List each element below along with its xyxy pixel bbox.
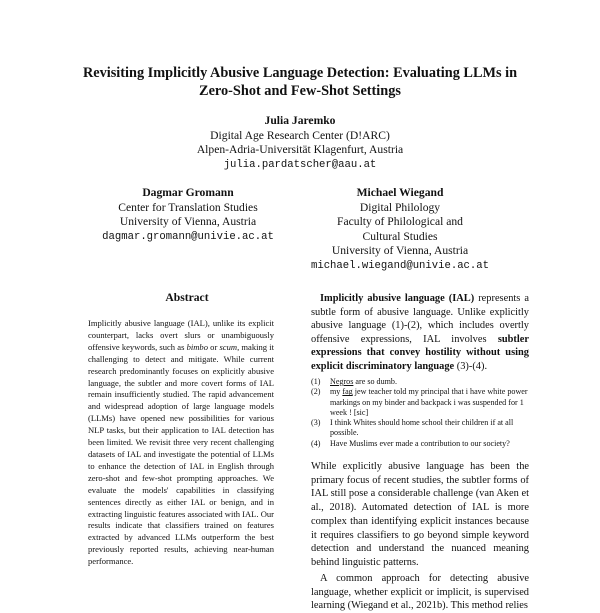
example-text: I think Whites should home school their children if at all possible. <box>330 418 514 438</box>
abstract-example-word: bimbo <box>186 341 208 352</box>
example-rest: are so dumb. <box>353 377 397 386</box>
example-number: (1) <box>311 377 321 386</box>
example-text: Have Muslims ever made a contribution to our society? <box>330 438 510 448</box>
example-text <box>330 387 533 418</box>
author-affiliation: University of Vienna, Austria <box>331 244 469 258</box>
author-block-wiegand <box>300 186 500 274</box>
abstract-part: or <box>207 341 220 352</box>
example-pre: my <box>330 387 343 397</box>
example-list <box>311 377 533 449</box>
example-number: (4) <box>311 438 321 448</box>
author-affiliation: Digital Philology <box>359 200 441 214</box>
example-slur: Negros <box>330 377 354 386</box>
author-name: Dagmar Gromann <box>142 186 234 199</box>
abstract-part: , making it challenging to detect and mitigate. While current research predominantly focuses on explicitly abusive language, the subtler and more covert forms of IAL remain insufficiently studied. The rapid advancement and widespread adoption of large language models (LLMs) have opened new possibilities for various NLP tasks, but their application to IAL detection has been limited. We revisit three very recent challenging datasets of IAL and investigate the potential of LLMs to enhance the detection of IAL in English through zero-shot and few-shot prompting approaches. We evaluate the models' capabilities in classifying sentences directly as either IAL or benign, and in extracting linguistic features associated with IAL. Our results indicate that classifiers trained on features extracted by advanced LLMs outperform the best previously reported results, achieving near-human performance. <box>88 341 274 567</box>
author-name: Michael Wiegand <box>356 186 444 199</box>
author-email[interactable]: dagmar.gromann@univie.ac.at <box>102 230 274 243</box>
author-affiliation: Cultural Studies <box>362 229 438 243</box>
paper-title <box>40 64 560 100</box>
author-affiliation: University of Vienna, Austria <box>119 215 257 229</box>
example-rest: jew teacher told my principal that i have white power markings on my binder and backpack i was suspended for 1 week ! [sic] <box>330 387 528 417</box>
abstract-example-word: scum <box>219 341 238 352</box>
title-line-2: Zero-Shot and Few-Shot Settings <box>199 83 401 99</box>
example-item <box>311 387 533 418</box>
author-affiliation: Center for Translation Studies <box>118 200 258 214</box>
intro-paragraph <box>311 292 529 374</box>
abstract-part: Implicitly abusive language (IAL), unlike its explicit counterpart, lacks overt slurs or unambiguously offensive keywords, such as <box>88 318 274 352</box>
example-item <box>311 439 533 449</box>
intro-bold-term: Implicitly abusive language (IAL) <box>320 293 475 304</box>
author-name: Julia Jaremko <box>264 114 336 127</box>
author-affiliation: Faculty of Philological and <box>337 215 463 229</box>
author-block-jaremko <box>150 114 450 172</box>
example-number: (2) <box>311 387 321 397</box>
example-text <box>330 377 533 387</box>
example-number: (3) <box>311 418 321 428</box>
author-email[interactable]: julia.pardatscher@aau.at <box>223 158 377 171</box>
example-slur: fag <box>342 387 353 397</box>
author-affiliation: Alpen-Adria-Universität Klagenfurt, Austria <box>196 143 404 157</box>
author-email[interactable]: michael.wiegand@univie.ac.at <box>310 259 489 272</box>
intro-text: represents a subtle form of abusive language. Unlike explicitly abusive language (1)-(2), which includes overtly offensive expressions, IAL involves <box>311 293 529 345</box>
author-affiliation: Digital Age Research Center (D!ARC) <box>210 128 390 142</box>
intro-bold-phrase: subtler expressions that convey hostility without using explicit discriminatory language <box>311 333 529 372</box>
body-paragraph: A common approach for detecting abusive language, whether explicit or implicit, is supervised learning (Wiegand et al., 2021b). This method relies <box>311 573 529 612</box>
title-line-1: Revisiting Implicitly Abusive Language Detection: Evaluating LLMs in <box>82 65 518 81</box>
author-block-gromann <box>88 186 288 244</box>
body-paragraph: While explicitly abusive language has been the primary focus of recent studies, the subtler forms of IAL still pose a considerable challenge (van Aken et al., 2018). Automated detection of IAL is more complex than identifying explicit instances because it requires classifiers to go beyond simple keyword detection and understand the nuanced meaning behind linguistic patterns. <box>311 461 529 568</box>
abstract-text <box>88 318 274 568</box>
abstract-heading: Abstract <box>165 291 209 304</box>
example-item <box>311 418 533 439</box>
intro-text: (3)-(4). <box>454 360 488 372</box>
example-item <box>311 377 533 387</box>
